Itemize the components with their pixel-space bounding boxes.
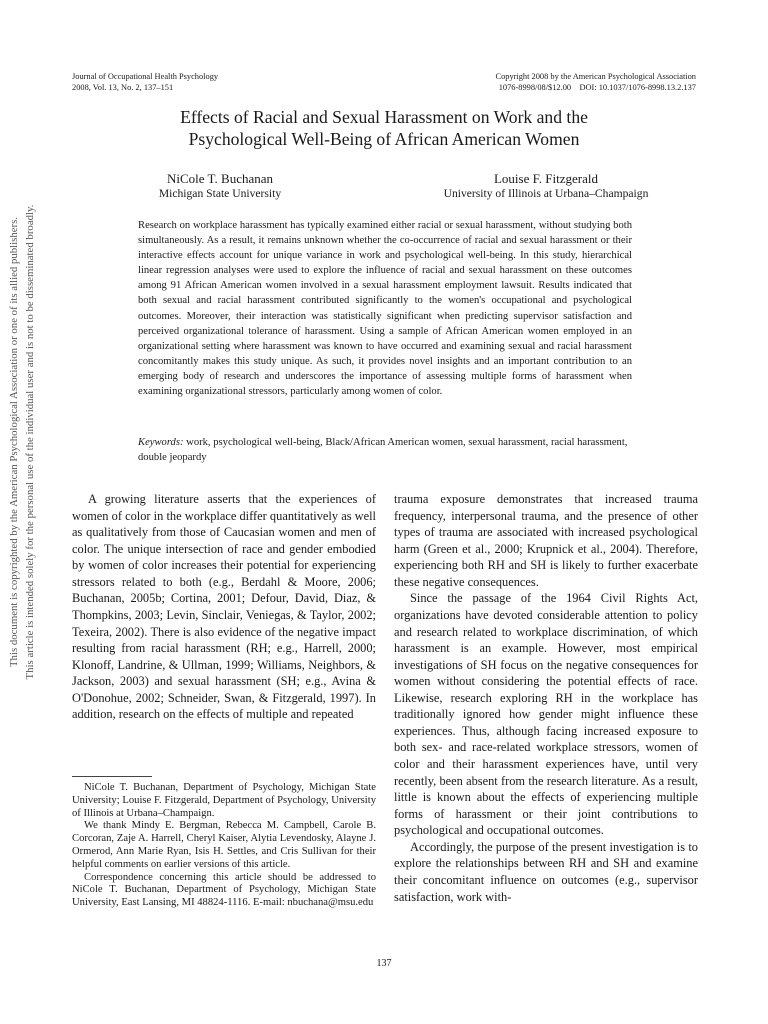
running-head-left bbox=[72, 71, 218, 93]
footnote-rule bbox=[72, 776, 152, 777]
author-note bbox=[72, 782, 376, 910]
running-head-right bbox=[495, 71, 696, 93]
body-paragraph: A growing literature asserts that the experiences of women of color in the workplace differ quantitatively as well as qualitatively from those of Caucasian women and men of color. The unique intersection of race and gender embodied by women of color increases their potential for experiencing stressors related to both (e.g., Berdahl & Moore, 2006; Buchanan, 2005b; Cortina, 2001; Defour, David, Diaz, & Thompkins, 2003; Levin, Sinclair, Veniegas, & Taylor, 2002; Texeira, 2002). There is also evidence of the negative impact resulting from racial harassment (RH; e.g., Harrell, 2000; Klonoff, Landrine, & Ullman, 1999; Williams, Neighbors, & Jackson, 2003) and sexual harassment (SH; e.g., Avina & O'Donohue, 2002; Schneider, Swan, & Fitzgerald, 1997). In addition, research on the effects of multiple and repeated bbox=[72, 492, 376, 722]
author-block-2 bbox=[404, 171, 688, 201]
author-note-affiliations: NiCole T. Buchanan, Department of Psychology, Michigan State University; Louise F. Fitzgerald, Department of Psychology, University of Illinois at Urbana–Champaign. bbox=[72, 782, 376, 819]
title-line-1: Effects of Racial and Sexual Harassment on Work and the bbox=[180, 107, 588, 127]
copyright-sidebar bbox=[6, 0, 58, 954]
keywords-label: Keywords: bbox=[138, 437, 184, 448]
author-affiliation: University of Illinois at Urbana–Champaign bbox=[443, 187, 649, 200]
body-paragraph: Since the passage of the 1964 Civil Rights Act, organizations have devoted considerable attention to policy and research related to workplace discrimination, of which harassment is an example. However, most empirical investigations of SH focus on the negative consequences for women without considering the potential effects of race. Likewise, research exploring RH in the workplace has traditionally ignored how gender might influence these experiences. Thus, although facing increased exposure to both sex- and race-related workplace stressors, women of color and their harassment experiences have, until very recently, been absent from the research literature. As a result, little is known about the effects of experiencing multiple forms of harassment or their joint contributions to psychological and occupational outcomes. bbox=[394, 591, 698, 838]
body-paragraph: Accordingly, the purpose of the present investigation is to explore the relationships between RH and SH and examine their concomitant influence on outcomes (e.g., supervisor satisfaction, work with- bbox=[394, 839, 698, 904]
sidebar-line-2: This article is intended solely for the personal use of the individual user and is not to be disseminated broadly. bbox=[24, 204, 36, 680]
abstract: Research on workplace harassment has typically examined either racial or sexual harassment, without studying both simultaneously. As a result, it remains unknown whether the co-occurrence of racial and sexual harassment or their interactive effects account for unique variance in work and psychological well-being. In this study, hierarchical linear regression analyses were used to explore the influence of racial and sexual harassment on these outcomes among 91 African American women involved in a sexual harassment employment lawsuit. Results indicated that both sexual and racial harassment contributed significantly to the women's occupational and psychological outcomes. Moreover, their interaction was statistically significant when predicting supervisor satisfaction and perceived organizational tolerance of harassment. Using a sample of African American women employed in an organizational setting where harassment was known to have occurred and examining sexual and racial harassment concomitantly makes this study unique. As such, it provides novel insights and an important contribution to an emerging body of research and underscores the importance of assessing multiple forms of harassment when examining organizational stressors, particularly among women of color. bbox=[138, 220, 632, 398]
author-note-acknowledgments: We thank Mindy E. Bergman, Rebecca M. Campbell, Carole B. Corcoran, Zaje A. Harrell, Cheryl Kaiser, Alytia Levendosky, Alayne J. Ormerod, Ann Marie Ryan, Isis H. Settles, and Cris Sullivan for their helpful comments on earlier versions of this article. bbox=[72, 820, 376, 870]
sidebar-line-1: This document is copyrighted by the American Psychological Association or one of its allied publishers. bbox=[8, 216, 20, 668]
keywords-text: work, psychological well-being, Black/African American women, sexual harassment, racial harassment, double jeopardy bbox=[138, 437, 628, 464]
left-column bbox=[72, 491, 376, 723]
keywords bbox=[138, 435, 632, 465]
body-paragraph: trauma exposure demonstrates that increased trauma frequency, interpersonal trauma, and the presence of other types of trauma are associated with increased psychological harm (Green et al., 2000; Krupnick et al., 2004). Therefore, experiencing both RH and SH is likely to further exacerbate these negative consequences. bbox=[394, 492, 698, 589]
author-note-correspondence: Correspondence concerning this article should be addressed to NiCole T. Buchanan, Department of Psychology, Michigan State University, East Lansing, MI 48824-1116. E-mail: nbuchana@msu.edu bbox=[72, 871, 376, 909]
journal-name: Journal of Occupational Health Psychology bbox=[72, 72, 219, 81]
author-name: Louise F. Fitzgerald bbox=[493, 171, 599, 186]
right-column bbox=[394, 491, 698, 905]
journal-volume: 2008, Vol. 13, No. 2, 137–151 bbox=[72, 83, 174, 92]
author-affiliation: Michigan State University bbox=[158, 187, 282, 200]
author-name: NiCole T. Buchanan bbox=[166, 171, 274, 186]
article-title bbox=[40, 106, 728, 150]
title-line-2: Psychological Well-Being of African American Women bbox=[188, 129, 580, 149]
copyright-line: Copyright 2008 by the American Psychological Association bbox=[495, 72, 696, 81]
author-block-1 bbox=[120, 171, 320, 201]
page-number: 137 bbox=[376, 958, 392, 969]
doi-line: 1076-8998/08/$12.00 DOI: 10.1037/1076-8998.13.2.137 bbox=[498, 83, 696, 92]
